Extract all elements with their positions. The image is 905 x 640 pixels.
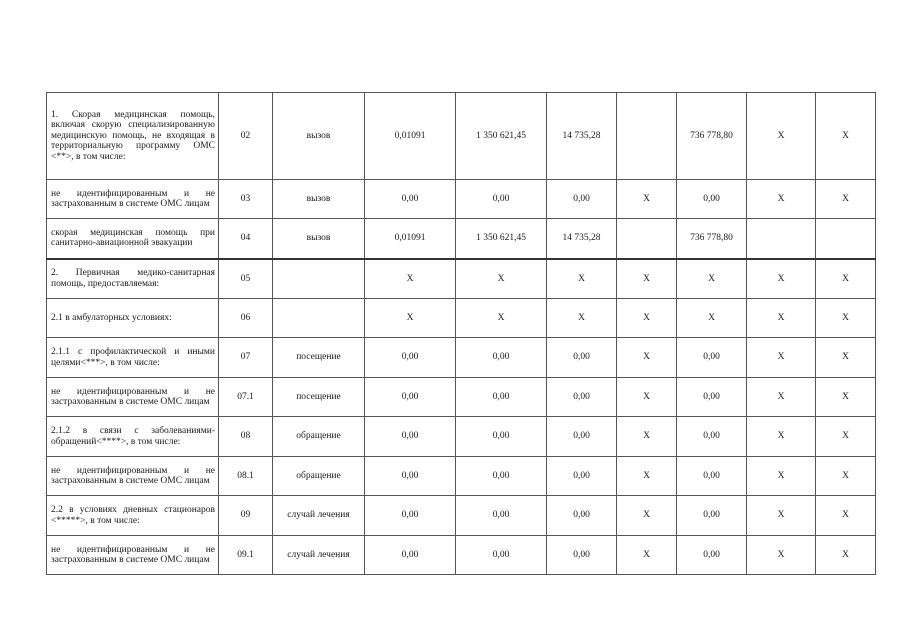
row-name: 1. Скорая медицинская помощь, включая скорую специализированную медицинскую помощь, не входящая в территориальную программу ОМС <**>, в том числе: (47, 93, 219, 180)
table-row (47, 259, 876, 299)
cell-value-5: Х (677, 299, 747, 338)
cell-value-2: 0,00 (456, 338, 547, 378)
row-unit: случай лечения (273, 536, 365, 575)
row-name: не идентифицированным и не застрахованным в системе ОМС лицам (47, 457, 219, 496)
cell-value-7: Х (816, 457, 876, 496)
row-name: 2.2 в условиях дневных стационаров <*****>, в том числе: (47, 496, 219, 536)
row-name: не идентифицированным и не застрахованным в системе ОМС лицам (47, 378, 219, 417)
row-unit: посещение (273, 378, 365, 417)
table-row (47, 299, 876, 338)
cell-value-5: 0,00 (677, 378, 747, 417)
cell-value-4: Х (617, 378, 677, 417)
row-code: 08.1 (219, 457, 273, 496)
cell-value-1: Х (365, 299, 456, 338)
cell-value-6 (747, 219, 816, 259)
table-row (47, 417, 876, 457)
cell-value-7 (816, 219, 876, 259)
cell-value-1: 0,01091 (365, 93, 456, 180)
cell-value-3: Х (547, 299, 617, 338)
cell-value-2: 0,00 (456, 378, 547, 417)
cell-value-6: Х (747, 338, 816, 378)
row-unit: обращение (273, 417, 365, 457)
cell-value-3: 0,00 (547, 457, 617, 496)
row-unit: случай лечения (273, 496, 365, 536)
cell-value-7: Х (816, 299, 876, 338)
cell-value-2: 0,00 (456, 536, 547, 575)
cell-value-5: 736 778,80 (677, 93, 747, 180)
row-unit: вызов (273, 180, 365, 219)
row-code: 06 (219, 299, 273, 338)
cell-value-5: 0,00 (677, 457, 747, 496)
row-name: 2.1 в амбулаторных условиях: (47, 299, 219, 338)
row-unit: вызов (273, 219, 365, 259)
row-unit: посещение (273, 338, 365, 378)
cell-value-6: Х (747, 93, 816, 180)
cell-value-5: 736 778,80 (677, 219, 747, 259)
cell-value-5: 0,00 (677, 496, 747, 536)
data-table (46, 92, 876, 575)
table-row (47, 457, 876, 496)
cell-value-6: Х (747, 259, 816, 299)
cell-value-1: 0,00 (365, 180, 456, 219)
row-code: 05 (219, 259, 273, 299)
cell-value-3: 14 735,28 (547, 219, 617, 259)
row-code: 09 (219, 496, 273, 536)
cell-value-4: Х (617, 457, 677, 496)
cell-value-4 (617, 219, 677, 259)
row-code: 07.1 (219, 378, 273, 417)
row-unit (273, 259, 365, 299)
table-row (47, 496, 876, 536)
cell-value-7: Х (816, 378, 876, 417)
row-name: 2.1.2 в связи с заболеваниями-обращений<****>, в том числе: (47, 417, 219, 457)
cell-value-7: Х (816, 496, 876, 536)
cell-value-7: Х (816, 93, 876, 180)
cell-value-1: Х (365, 259, 456, 299)
cell-value-6: Х (747, 378, 816, 417)
row-code: 03 (219, 180, 273, 219)
cell-value-1: 0,00 (365, 457, 456, 496)
table-row (47, 536, 876, 575)
cell-value-4 (617, 93, 677, 180)
row-code: 08 (219, 417, 273, 457)
cell-value-4: Х (617, 299, 677, 338)
table-row (47, 378, 876, 417)
cell-value-3: 0,00 (547, 378, 617, 417)
cell-value-4: Х (617, 259, 677, 299)
row-unit (273, 299, 365, 338)
table-row (47, 93, 876, 180)
cell-value-3: 14 735,28 (547, 93, 617, 180)
cell-value-6: Х (747, 180, 816, 219)
cell-value-1: 0,00 (365, 338, 456, 378)
cell-value-2: 0,00 (456, 417, 547, 457)
cell-value-7: Х (816, 536, 876, 575)
cell-value-6: Х (747, 299, 816, 338)
cell-value-5: 0,00 (677, 180, 747, 219)
cell-value-2: 0,00 (456, 496, 547, 536)
cell-value-5: Х (677, 259, 747, 299)
cell-value-1: 0,00 (365, 378, 456, 417)
cell-value-2: 1 350 621,45 (456, 219, 547, 259)
table-row (47, 219, 876, 259)
table-row (47, 338, 876, 378)
row-code: 07 (219, 338, 273, 378)
row-name: 2. Первичная медико-санитарная помощь, предоставляемая: (47, 259, 219, 299)
cell-value-3: 0,00 (547, 496, 617, 536)
cell-value-2: 1 350 621,45 (456, 93, 547, 180)
cell-value-1: 0,00 (365, 417, 456, 457)
cell-value-2: 0,00 (456, 180, 547, 219)
cell-value-4: Х (617, 180, 677, 219)
cell-value-4: Х (617, 496, 677, 536)
cell-value-6: Х (747, 496, 816, 536)
cell-value-2: 0,00 (456, 457, 547, 496)
cell-value-4: Х (617, 417, 677, 457)
row-code: 09.1 (219, 536, 273, 575)
row-unit: вызов (273, 93, 365, 180)
cell-value-4: Х (617, 338, 677, 378)
cell-value-3: 0,00 (547, 180, 617, 219)
row-code: 04 (219, 219, 273, 259)
cell-value-3: 0,00 (547, 536, 617, 575)
cell-value-5: 0,00 (677, 338, 747, 378)
cell-value-6: Х (747, 417, 816, 457)
cell-value-7: Х (816, 259, 876, 299)
cell-value-2: Х (456, 299, 547, 338)
row-name: не идентифицированным и не застрахованным в системе ОМС лицам (47, 180, 219, 219)
cell-value-7: Х (816, 180, 876, 219)
cell-value-6: Х (747, 536, 816, 575)
cell-value-6: Х (747, 457, 816, 496)
row-name: 2.1.1 с профилактической и иными целями<***>, в том числе: (47, 338, 219, 378)
cell-value-7: Х (816, 338, 876, 378)
cell-value-1: 0,01091 (365, 219, 456, 259)
row-name: скорая медицинская помощь при санитарно-авиационной эвакуации (47, 219, 219, 259)
row-unit: обращение (273, 457, 365, 496)
cell-value-3: 0,00 (547, 417, 617, 457)
row-code: 02 (219, 93, 273, 180)
cell-value-1: 0,00 (365, 536, 456, 575)
cell-value-7: Х (816, 417, 876, 457)
row-name: не идентифицированным и не застрахованным в системе ОМС лицам (47, 536, 219, 575)
cell-value-3: Х (547, 259, 617, 299)
cell-value-5: 0,00 (677, 417, 747, 457)
cell-value-2: Х (456, 259, 547, 299)
cell-value-3: 0,00 (547, 338, 617, 378)
cell-value-4: Х (617, 536, 677, 575)
table-row (47, 180, 876, 219)
cell-value-1: 0,00 (365, 496, 456, 536)
cell-value-5: 0,00 (677, 536, 747, 575)
